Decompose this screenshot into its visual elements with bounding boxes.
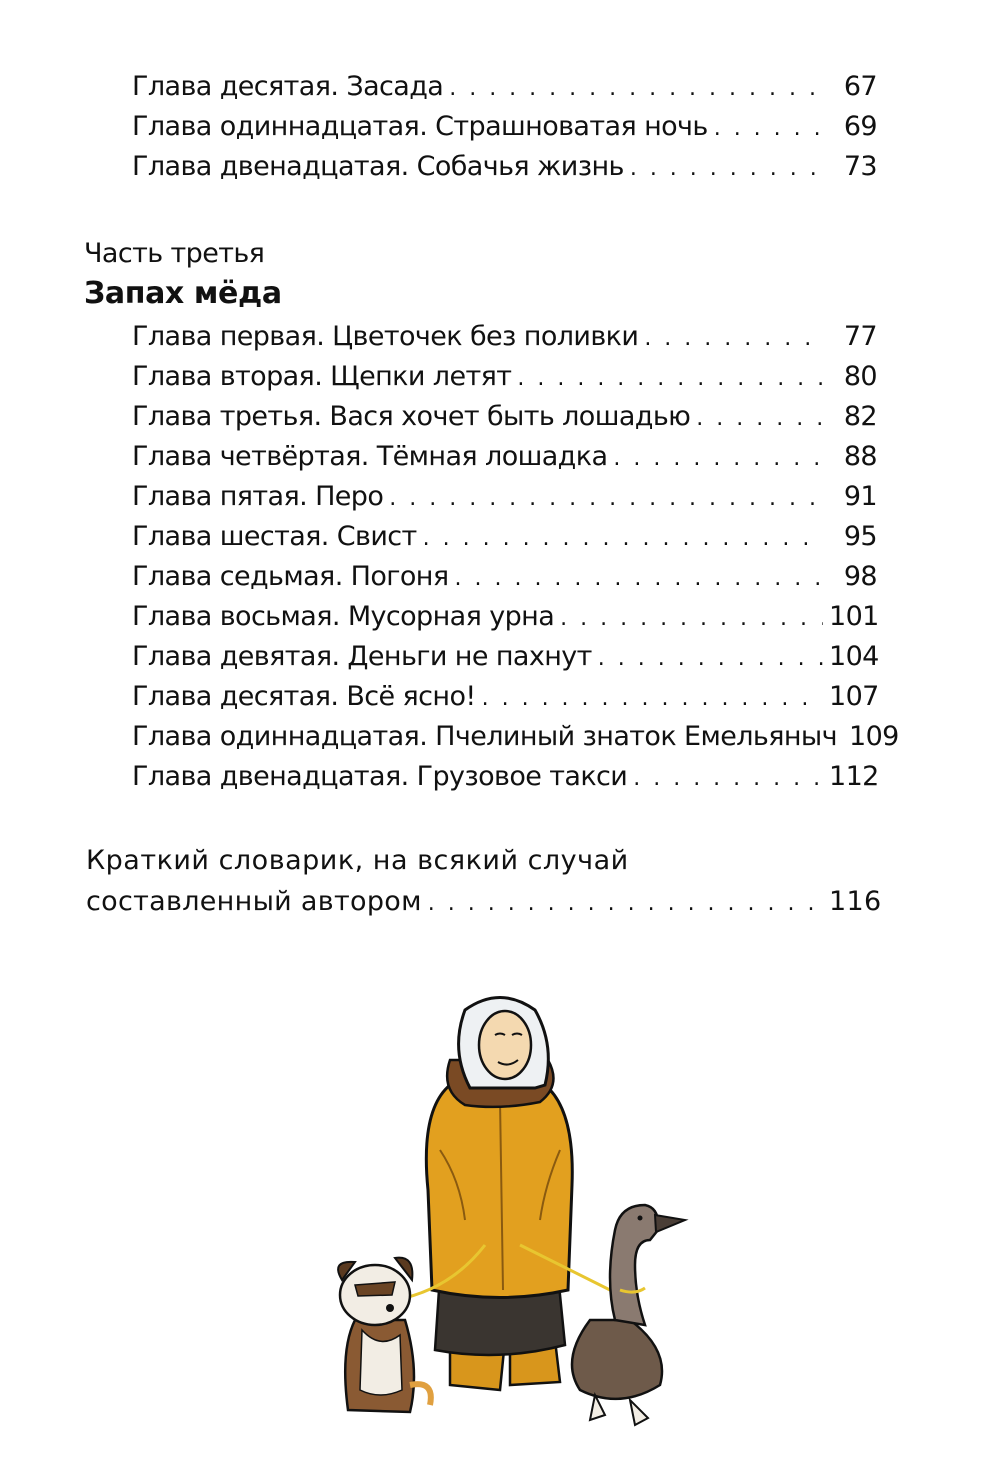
toc-entry[interactable] [132,560,877,596]
toc-entry-glossary[interactable] [86,885,882,921]
leader-dots [455,562,824,596]
toc-entry-page: 109 [849,721,899,752]
toc-entry-page: 80 [843,361,877,392]
toc-entry-page: 107 [829,681,879,712]
toc-entry-page: 82 [843,401,877,432]
toc-entry-title: Глава третья. Вася хочет быть лошадью [132,401,691,432]
toc-entry-page: 91 [843,481,877,512]
toc-entry-page: 116 [829,886,882,917]
toc-entry-page: 112 [829,761,879,792]
leader-dots [714,112,823,146]
toc-entry-title: Глава двенадцатая. Собачья жизнь [132,151,624,182]
toc-entry-title: Глава восьмая. Мусорная урна [132,601,555,632]
toc-entry[interactable] [132,360,877,396]
toc-entry[interactable] [132,520,877,556]
toc-entry-title: Глава одиннадцатая. Пчелиный знаток Емельяныч [132,721,838,752]
leader-dots [517,362,823,396]
toc-entry-title: составленный автором [86,886,422,917]
toc-entry[interactable] [132,150,877,186]
toc-entry-title: Глава двенадцатая. Грузовое такси [132,761,628,792]
leader-dots [560,602,823,636]
toc-entry-page: 69 [843,111,877,142]
toc-entry-page: 101 [829,601,879,632]
toc-entry-page: 95 [843,521,877,552]
toc-entry-title: Глава шестая. Свист [132,521,417,552]
goose-figure [572,1205,685,1425]
toc-entry[interactable] [132,440,877,476]
part-title: Запах мёда [84,276,282,311]
toc-entry[interactable] [132,70,877,106]
toc-entry[interactable] [132,320,877,356]
leader-dots [696,402,823,436]
toc-entry-title: Глава вторая. Щепки летят [132,361,512,392]
leader-dots [482,682,823,716]
toc-entry-page: 104 [829,641,879,672]
part-label: Часть третья [84,238,265,269]
toc-entry-page: 73 [843,151,877,182]
toc-entry-title: Глава первая. Цветочек без поливки [132,321,639,352]
toc-entry-page: 67 [843,71,877,102]
toc-entry-title: Глава четвёртая. Тёмная лошадка [132,441,608,472]
leader-dots [613,442,823,476]
toc-entry[interactable] [132,480,877,516]
leader-dots [633,762,823,796]
leader-dots [644,322,823,356]
leader-dots [630,152,823,186]
toc-entry-page: 88 [843,441,877,472]
leader-dots [423,522,823,556]
toc-entry-title: Глава десятая. Засада [132,71,444,102]
toc-entry[interactable] [132,640,877,676]
toc-entry-title: Глава десятая. Всё ясно! [132,681,476,712]
toc-entry-page: 98 [843,561,877,592]
glossary-title-line1: Краткий словарик, на всякий случай [86,845,629,876]
toc-entry[interactable] [132,760,877,796]
leader-dots [449,72,823,106]
toc-entry[interactable] [132,600,877,636]
leader-dots [598,642,823,676]
toc-entry[interactable] [132,680,877,716]
toc-entry-title: Глава пятая. Перо [132,481,384,512]
old-woman-dog-goose-illustration [300,990,700,1430]
toc-entry-title: Глава одиннадцатая. Страшноватая ночь [132,111,708,142]
leader-dots [389,482,823,516]
toc-entry[interactable] [132,720,899,756]
toc-entry[interactable] [132,400,877,436]
toc-entry-title: Глава седьмая. Погоня [132,561,449,592]
toc-entry-title: Глава девятая. Деньги не пахнут [132,641,592,672]
dog-figure [338,1258,431,1412]
woman-figure [395,998,610,1391]
toc-entry-page: 77 [843,321,877,352]
toc-entry[interactable] [132,110,877,146]
leader-dots [428,887,823,921]
